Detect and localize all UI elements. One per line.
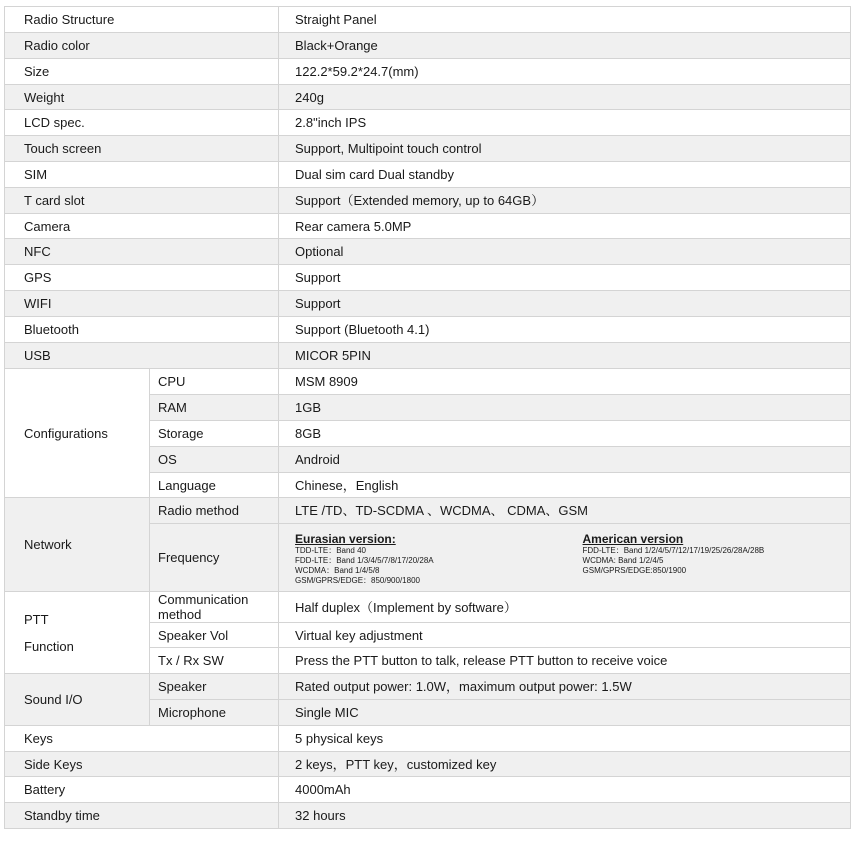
spec-value: 5 physical keys — [279, 726, 851, 752]
spec-sublabel: RAM — [150, 395, 279, 421]
spec-row-speaker — [5, 674, 851, 700]
spec-row-keys — [5, 726, 851, 752]
spec-value: Rear camera 5.0MP — [279, 214, 851, 239]
spec-label: Keys — [5, 726, 279, 752]
spec-sublabel — [150, 592, 279, 623]
spec-row-size — [5, 59, 851, 85]
spec-value: 32 hours — [279, 803, 851, 829]
spec-row-sim — [5, 162, 851, 188]
spec-label: T card slot — [5, 188, 279, 214]
spec-value: Rated output power: 1.0W，maximum output power: 1.5W — [279, 674, 851, 700]
spec-sublabel: Language — [150, 473, 279, 498]
eurasian-title: Eurasian version: — [295, 531, 396, 546]
eurasian-line: GSM/GPRS/EDGE：850/900/1800 — [295, 575, 420, 585]
spec-row-usb — [5, 343, 851, 369]
spec-row-tcard — [5, 188, 851, 214]
group-label-sound: Sound I/O — [5, 674, 150, 726]
spec-label: Touch screen — [5, 136, 279, 162]
american-line: GSM/GPRS/EDGE:850/1900 — [582, 565, 687, 575]
spec-row-radio-structure — [5, 7, 851, 33]
spec-value: LTE /TD、TD-SCDMA 、WCDMA、 CDMA、GSM — [279, 498, 851, 524]
spec-value: 4000mAh — [279, 777, 851, 803]
sublabel-line: Communication — [158, 592, 249, 607]
spec-label: LCD spec. — [5, 110, 279, 136]
spec-row-battery — [5, 777, 851, 803]
spec-row-bluetooth — [5, 317, 851, 343]
american-version — [563, 532, 851, 586]
ptt-label-line: PTT — [24, 611, 49, 627]
spec-row-side-keys — [5, 752, 851, 777]
spec-value: 122.2*59.2*24.7(mm) — [279, 59, 851, 85]
spec-row-gps — [5, 265, 851, 291]
spec-sublabel: Speaker — [150, 674, 279, 700]
spec-value: Press the PTT button to talk, release PTT button to receive voice — [279, 648, 851, 674]
spec-row-wifi — [5, 291, 851, 317]
american-line: FDD-LTE：Band 1/2/4/5/7/12/17/19/25/26/28A/28B — [582, 545, 765, 555]
eurasian-line: FDD-LTE：Band 1/3/4/5/7/8/17/20/28A — [295, 555, 434, 565]
spec-label: SIM — [5, 162, 279, 188]
spec-row-weight — [5, 85, 851, 110]
spec-label: Side Keys — [5, 752, 279, 777]
spec-value: Virtual key adjustment — [279, 623, 851, 648]
spec-row-cpu — [5, 369, 851, 395]
spec-label: GPS — [5, 265, 279, 291]
spec-value: Chinese，English — [279, 473, 851, 498]
spec-value: Support (Bluetooth 4.1) — [279, 317, 851, 343]
eurasian-version — [295, 532, 563, 586]
spec-value: Android — [279, 447, 851, 473]
spec-label: WIFI — [5, 291, 279, 317]
spec-label: USB — [5, 343, 279, 369]
american-line: WCDMA: Band 1/2/4/5 — [582, 555, 664, 565]
spec-label: NFC — [5, 239, 279, 265]
spec-value: Straight Panel — [279, 7, 851, 33]
group-label-network: Network — [5, 498, 150, 592]
group-label-configurations: Configurations — [5, 369, 150, 498]
spec-value: 8GB — [279, 421, 851, 447]
spec-label: Camera — [5, 214, 279, 239]
spec-value: Dual sim card Dual standby — [279, 162, 851, 188]
spec-row-communication-method — [5, 592, 851, 623]
spec-label: Bluetooth — [5, 317, 279, 343]
spec-value: 2 keys，PTT key，customized key — [279, 752, 851, 777]
group-label-ptt — [5, 592, 150, 674]
spec-value: Single MIC — [279, 700, 851, 726]
spec-sublabel: CPU — [150, 369, 279, 395]
spec-row-standby-time — [5, 803, 851, 829]
spec-value: 240g — [279, 85, 851, 110]
spec-value: Black+Orange — [279, 33, 851, 59]
spec-sublabel: Speaker Vol — [150, 623, 279, 648]
spec-value: Optional — [279, 239, 851, 265]
spec-sublabel: Storage — [150, 421, 279, 447]
spec-row-camera — [5, 214, 851, 239]
spec-label: Standby time — [5, 803, 279, 829]
spec-value: 1GB — [279, 395, 851, 421]
spec-sublabel: OS — [150, 447, 279, 473]
sublabel-line: method — [158, 607, 202, 622]
frequency-cell — [279, 524, 851, 592]
spec-value: MSM 8909 — [279, 369, 851, 395]
spec-sublabel: Radio method — [150, 498, 279, 524]
spec-row-lcd — [5, 110, 851, 136]
spec-value: MICOR 5PIN — [279, 343, 851, 369]
spec-value: 2.8"inch IPS — [279, 110, 851, 136]
spec-sublabel: Microphone — [150, 700, 279, 726]
spec-label: Battery — [5, 777, 279, 803]
ptt-label-line: Function — [24, 638, 74, 654]
american-title: American version — [582, 531, 684, 546]
spec-row-touch-screen — [5, 136, 851, 162]
spec-value: Half duplex（Implement by software） — [279, 592, 851, 623]
spec-sublabel: Tx / Rx SW — [150, 648, 279, 674]
spec-row-radio-color — [5, 33, 851, 59]
eurasian-line: WCDMA：Band 1/4/5/8 — [295, 565, 380, 575]
spec-label: Radio Structure — [5, 7, 279, 33]
spec-label: Size — [5, 59, 279, 85]
spec-sublabel: Frequency — [150, 524, 279, 592]
eurasian-line: TDD-LTE：Band 40 — [295, 545, 367, 555]
spec-label: Weight — [5, 85, 279, 110]
spec-value: Support（Extended memory, up to 64GB） — [279, 188, 851, 214]
spec-value: Support — [279, 265, 851, 291]
spec-row-nfc — [5, 239, 851, 265]
spec-value: Support — [279, 291, 851, 317]
spec-row-radio-method — [5, 498, 851, 524]
spec-label: Radio color — [5, 33, 279, 59]
spec-table — [4, 6, 851, 829]
spec-value: Support, Multipoint touch control — [279, 136, 851, 162]
